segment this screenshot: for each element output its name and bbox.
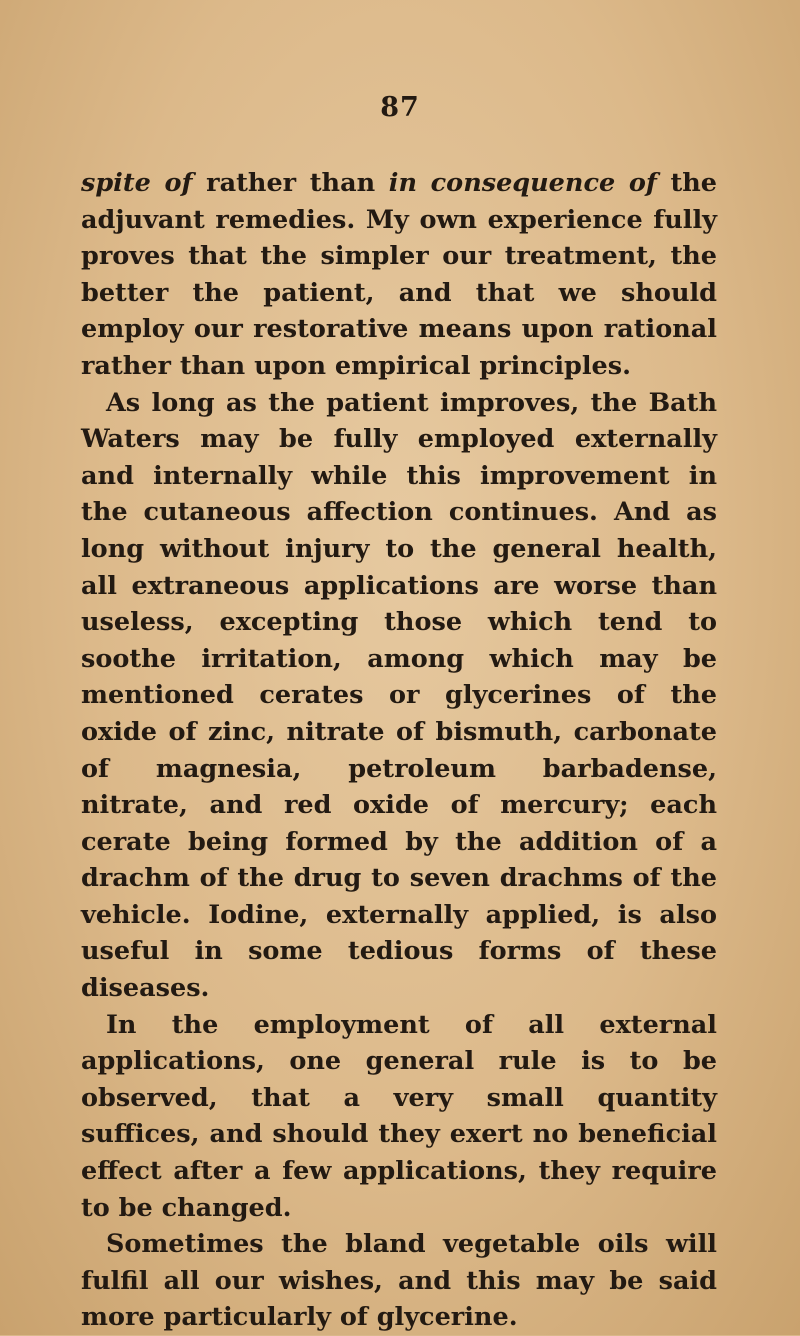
paragraph-2	[81, 385, 717, 1007]
paragraph-3	[81, 1007, 717, 1227]
text-run: As long as the patient improves, the Bath Waters may be fully employed externally and internally while this improvement in the cutaneous affection continues. And as long without injury to the general health, all extraneous applications are worse than useless, excepting those which tend to soothe irritation, among which may be mentioned cerates or glycerines of the oxide of zinc, nitrate of bismuth, carbonate of magnesia, petroleum barbadense, nitrate, and red oxide of mercury; each cerate being formed by the addition of a drachm of the drug to seven drachms of the vehicle. Iodine, externally applied, is also useful in some tedious forms of these diseases.	[81, 387, 717, 1004]
body-text	[81, 165, 717, 1336]
italic-phrase: in consequence of	[388, 168, 657, 198]
text-run: Sometimes the bland vegetable oils will fulfil all our wishes, and this may be said more particularly of glycerine.	[81, 1229, 717, 1333]
page-number: 87	[380, 92, 420, 123]
paragraph-1	[81, 165, 717, 385]
text-run: In the employment of all external applications, one general rule is to be observed, that a very small quantity suffices, and should they exert no beneficial effect after a few applications, they require to be changed.	[81, 1009, 717, 1223]
italic-phrase: spite of	[81, 168, 193, 198]
text-run: rather than	[192, 168, 389, 198]
paragraph-4	[81, 1226, 717, 1336]
text-run: the adjuvant remedies. My own experience fully proves that the simpler our treatment, the better the patient, and that we should employ our restorative means upon rational rather than upon empirical principles.	[81, 168, 718, 381]
